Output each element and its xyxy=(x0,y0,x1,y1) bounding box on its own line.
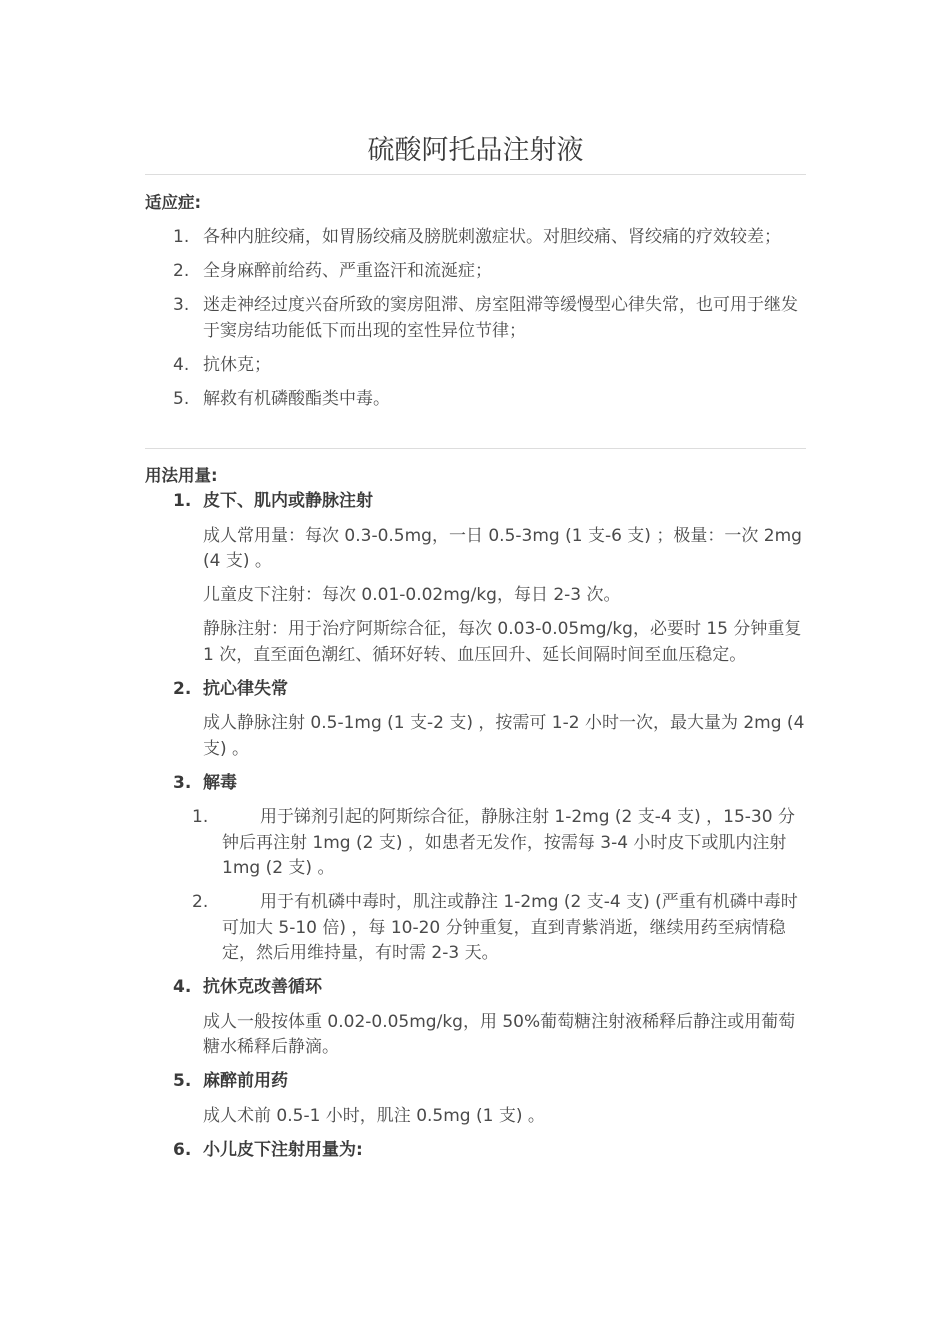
list-item-number: 3. xyxy=(173,295,190,315)
list-item xyxy=(173,387,806,413)
usage-subsection-title xyxy=(173,771,806,797)
subsection-title-text: 麻醉前用药 xyxy=(203,1071,288,1091)
nested-item-text: 用于锑剂引起的阿斯综合征，静脉注射 1-2mg (2 支-4 支) ，15-30 分钟后再注射 1mg (2 支) ，如患者无发作，按需每 3-4 小时皮下或肌内注射 1mg (2 支) 。 xyxy=(222,807,795,878)
usage-subsection-title xyxy=(173,1138,806,1164)
list-item-number: 1. xyxy=(173,227,190,247)
subsection-title-text: 皮下、肌内或静脉注射 xyxy=(203,491,373,511)
paragraph: 静脉注射：用于治疗阿斯综合征，每次 0.03-0.05mg/kg，必要时 15 分钟重复 1 次，直至面色潮红、循环好转、血压回升、延长间隔时间至血压稳定。 xyxy=(203,619,802,665)
list-item-number: 5. xyxy=(173,388,190,409)
subsection-number: 6. xyxy=(173,1139,192,1160)
nested-item-text: 用于有机磷中毒时，肌注或静注 1-2mg (2 支-4 支) (严重有机磷中毒时可加大 5-10 倍) ，每 10-20 分钟重复，直到青紫消逝，继续用药至病情稳定，然后用维持量，有时需 2-3 天。 xyxy=(222,892,798,963)
list-item xyxy=(173,353,806,379)
usage-heading: 用法用量: xyxy=(145,466,218,485)
nested-list-item xyxy=(192,890,806,967)
paragraph: 成人静脉注射 0.5-1mg (1 支-2 支) ，按需可 1-2 小时一次，最大量为 2mg (4 支) 。 xyxy=(203,713,805,759)
list-item xyxy=(173,259,806,285)
subsection-number: 5. xyxy=(173,1071,192,1091)
paragraph: 成人常用量：每次 0.3-0.5mg，一日 0.5-3mg (1 支-6 支) ；极量：一次 2mg (4 支) 。 xyxy=(203,525,802,571)
subsection-title-text: 解毒 xyxy=(203,772,237,793)
usage-subsection-title xyxy=(173,677,806,703)
list-item-text: 全身麻醉前给药、严重盗汗和流涎症； xyxy=(203,261,492,281)
paragraph: 成人一般按体重 0.02-0.05mg/kg，用 50%葡萄糖注射液稀释后静注或用葡萄糖水稀释后静滴。 xyxy=(203,1011,796,1057)
subsection-number: 3. xyxy=(173,772,192,793)
title-divider xyxy=(145,174,806,175)
subsection-title-text: 抗休克改善循环 xyxy=(203,977,322,997)
nested-list-item xyxy=(192,805,806,882)
list-item xyxy=(173,225,806,251)
subsection-number: 4. xyxy=(173,977,192,997)
usage-section xyxy=(173,489,806,1172)
list-item-number: 2. xyxy=(173,261,190,281)
subsection-number: 2. xyxy=(173,678,192,699)
subsection-title-text: 小儿皮下注射用量为: xyxy=(203,1139,363,1160)
usage-subsection-title xyxy=(173,975,806,1001)
list-item-text: 各种内脏绞痛，如胃肠绞痛及膀胱刺激症状。对胆绞痛、肾绞痛的疗效较差； xyxy=(203,227,781,247)
list-item-number: 4. xyxy=(173,354,190,375)
list-item-text: 解救有机磷酸酯类中毒。 xyxy=(203,388,390,409)
section-divider xyxy=(145,448,806,449)
subsection-number: 1. xyxy=(173,491,192,511)
list-item-text: 抗休克； xyxy=(203,354,271,375)
list-item-text: 迷走神经过度兴奋所致的窦房阻滞、房室阻滞等缓慢型心律失常，也可用于继发于窦房结功能低下而出现的室性异位节律； xyxy=(203,295,798,341)
document-title: 硫酸阿托品注射液 xyxy=(367,135,584,166)
nested-item-number: 2. xyxy=(192,892,209,912)
paragraph: 成人术前 0.5-1 小时，肌注 0.5mg (1 支) 。 xyxy=(203,1105,545,1126)
indications-list xyxy=(173,225,806,421)
usage-subsection-title xyxy=(173,489,806,515)
nested-item-number: 1. xyxy=(192,807,209,827)
indications-heading: 适应症: xyxy=(145,193,202,212)
paragraph: 儿童皮下注射：每次 0.01-0.02mg/kg，每日 2-3 次。 xyxy=(203,585,621,605)
list-item xyxy=(173,293,806,344)
subsection-title-text: 抗心律失常 xyxy=(203,678,288,699)
usage-subsection-title xyxy=(173,1069,806,1095)
